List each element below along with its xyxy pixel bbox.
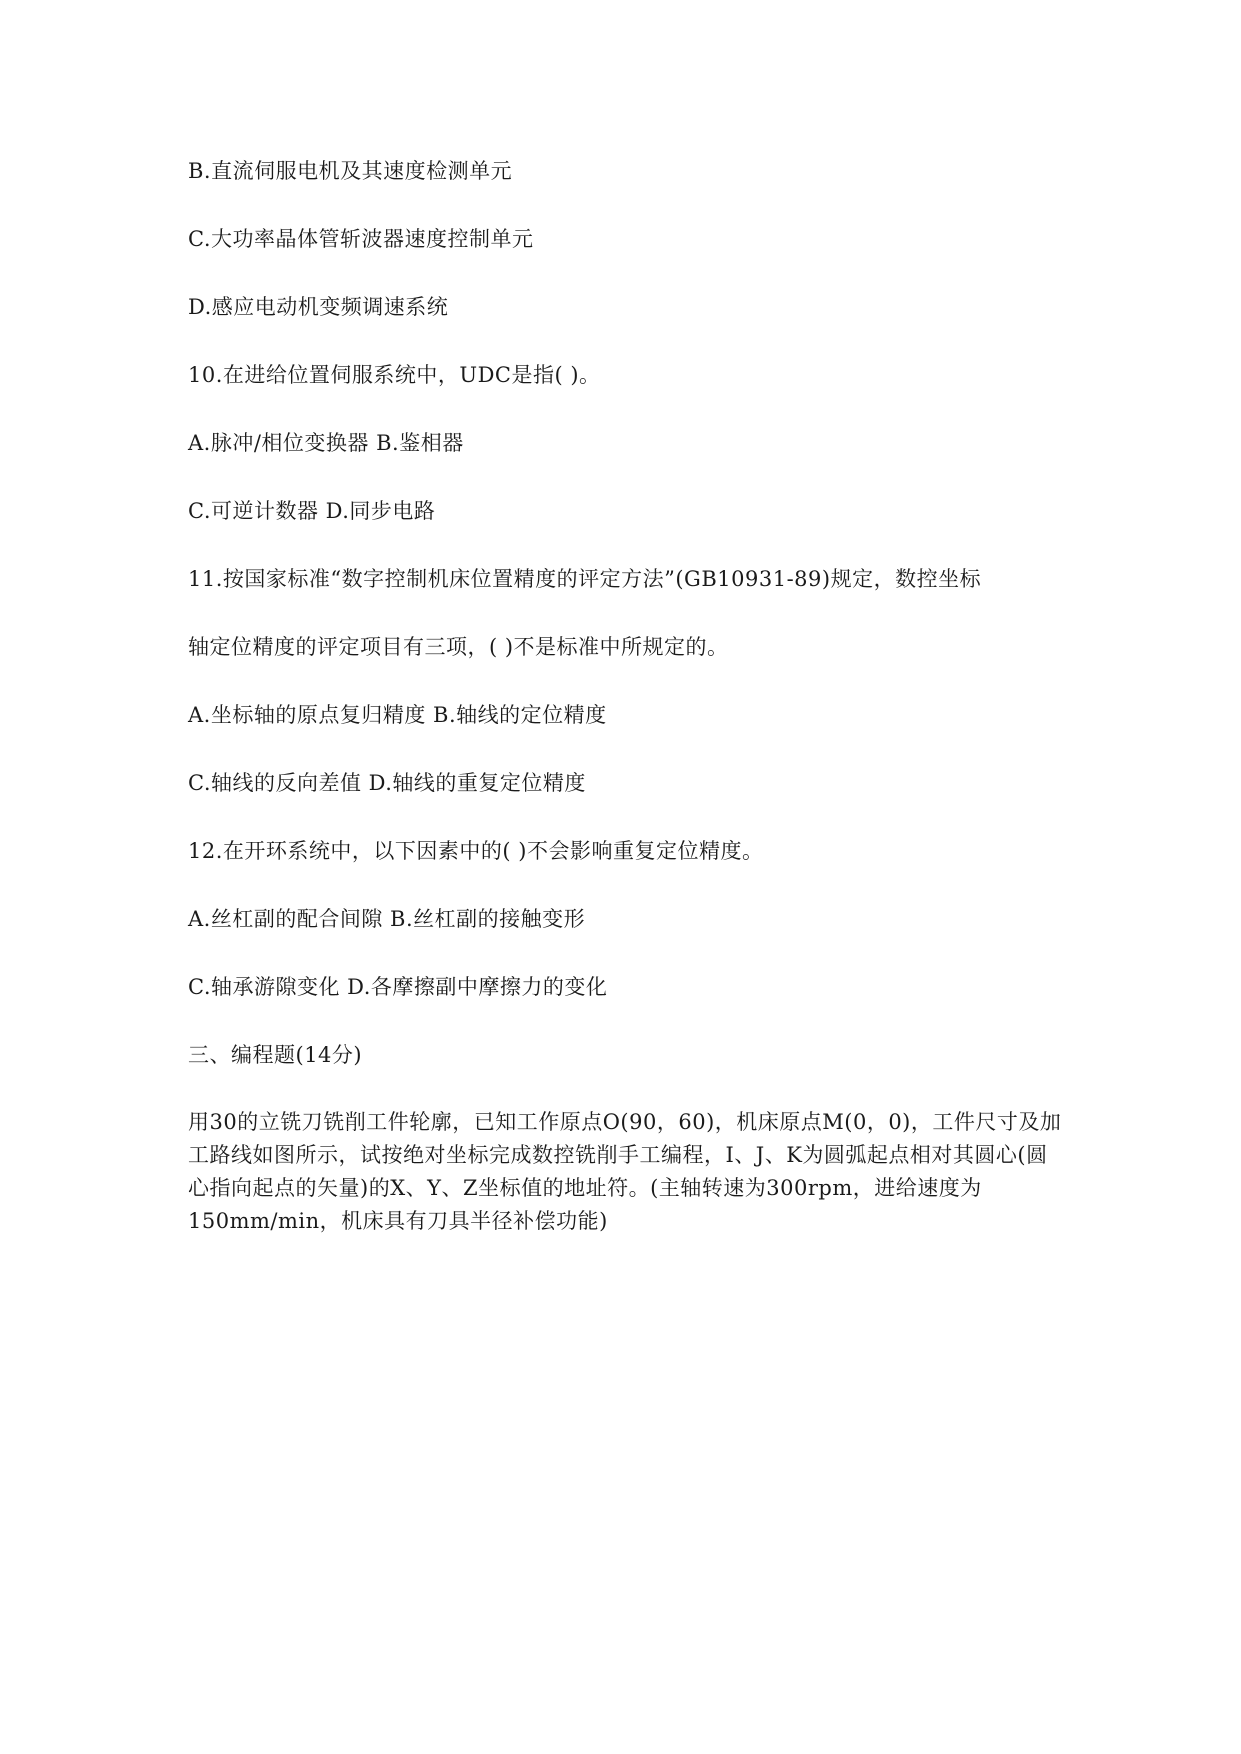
question-10-options-ab: A.脉冲/相位变换器 B.鉴相器 <box>188 431 464 455</box>
question-11-continued: 轴定位精度的评定项目有三项，( )不是标准中所规定的。 <box>188 635 729 659</box>
section-heading-programming: 三、编程题(14分) <box>188 1043 363 1067</box>
programming-line: 150mm/min，机床具有刀具半径补偿功能) <box>188 1209 608 1233</box>
question-11-options-ab: A.坐标轴的原点复归精度 B.轴线的定位精度 <box>188 703 607 727</box>
programming-line: 工路线如图所示，试按绝对坐标完成数控铣削手工编程，I、J、K为圆弧起点相对其圆心(圆 <box>188 1143 1048 1167</box>
question-12-options-cd: C.轴承游隙变化 D.各摩擦副中摩擦力的变化 <box>188 975 608 999</box>
question-12: 12.在开环系统中，以下因素中的( )不会影响重复定位精度。 <box>188 839 764 863</box>
programming-question <box>188 1106 1062 1238</box>
option-d-induction-motor: D.感应电动机变频调速系统 <box>188 295 449 319</box>
option-c-chopper: C.大功率晶体管斩波器速度控制单元 <box>188 227 534 251</box>
programming-line: 用30的立铣刀铣削工件轮廓，已知工作原点O(90，60)，机床原点M(0，0)，工件尺寸及加 <box>188 1110 1062 1134</box>
question-10: 10.在进给位置伺服系统中，UDC是指( )。 <box>188 363 601 387</box>
question-11-options-cd: C.轴线的反向差值 D.轴线的重复定位精度 <box>188 771 586 795</box>
programming-line: 心指向起点的矢量)的X、Y、Z坐标值的地址符。(主轴转速为300rpm，进给速度为 <box>188 1176 982 1200</box>
option-b-dc-servo: B.直流伺服电机及其速度检测单元 <box>188 159 513 183</box>
question-11: 11.按国家标准“数字控制机床位置精度的评定方法”(GB10931-89)规定，数控坐标 <box>188 567 982 591</box>
question-12-options-ab: A.丝杠副的配合间隙 B.丝杠副的接触变形 <box>188 907 586 931</box>
question-10-options-cd: C.可逆计数器 D.同步电路 <box>188 499 436 523</box>
